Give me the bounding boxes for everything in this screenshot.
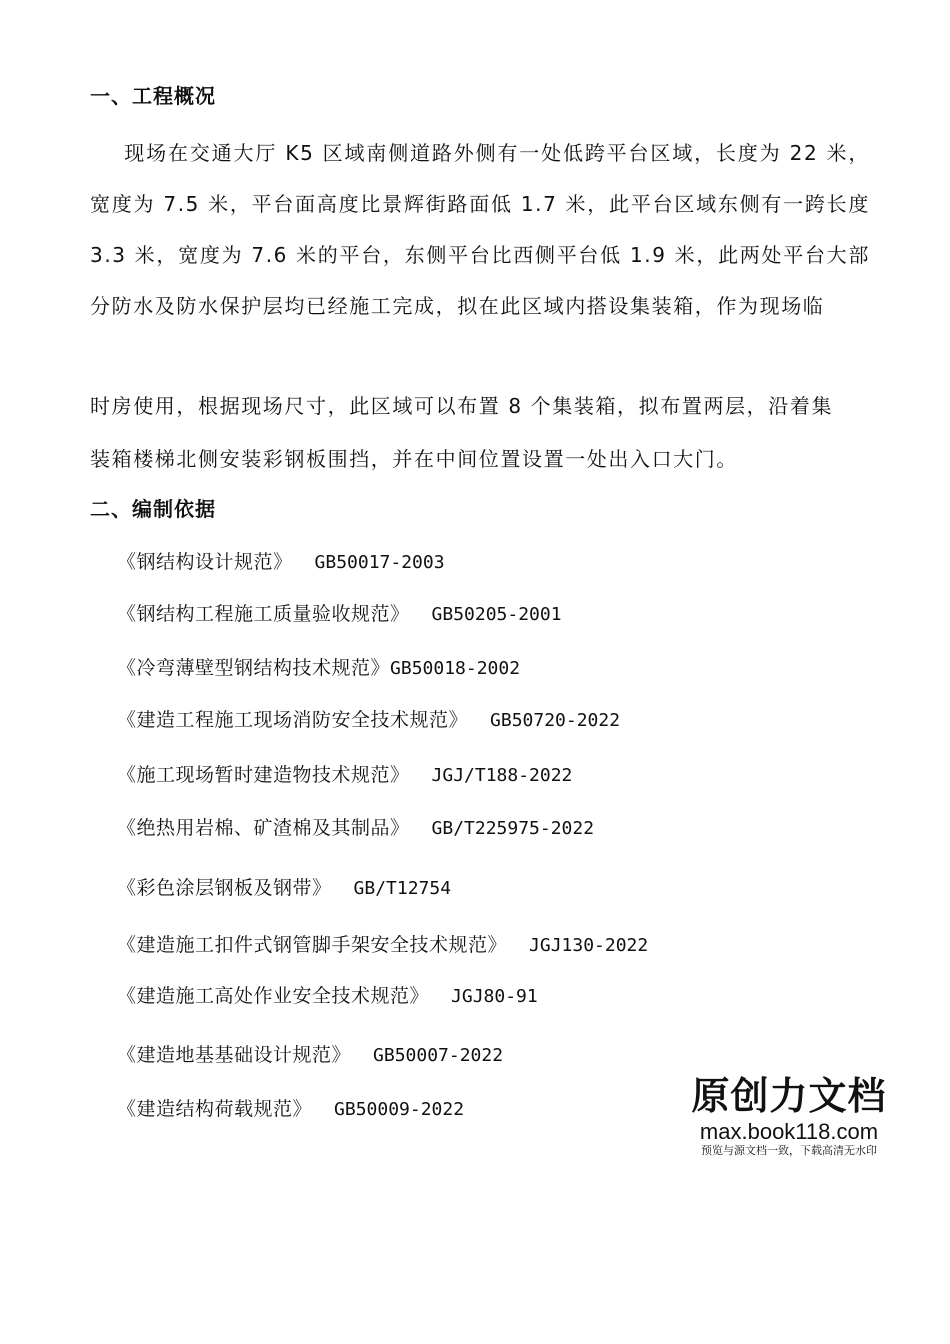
reference-item: 《建造地基基础设计规范》 GB50007-2022 [117, 1044, 504, 1066]
reference-item: 《冷弯薄壁型钢结构技术规范》GB50018-2002 [117, 657, 521, 679]
overview-line-2: 时房使用，根据现场尺寸，此区域可以布置 8 个集装箱，拟布置两层，沿着集 [90, 394, 834, 418]
watermark [680, 1072, 898, 1157]
reference-item: 《建造施工扣件式钢管脚手架安全技术规范》 JGJ130-2022 [117, 934, 649, 956]
reference-item: 《施工现场暂时建造物技术规范》 JGJ/T188-2022 [117, 764, 573, 786]
section-heading-basis: 二、编制依据 [90, 497, 216, 521]
overview-line-3: 装箱楼梯北侧安装彩钢板围挡，并在中间位置设置一处出入口大门。 [90, 447, 738, 471]
watermark-note: 预览与源文档一致，下载高清无水印 [701, 1144, 877, 1157]
watermark-title: 原创力文档 [691, 1074, 887, 1118]
reference-item: 《钢结构设计规范》 GB50017-2003 [117, 551, 445, 573]
reference-item: 《钢结构工程施工质量验收规范》 GB50205-2001 [117, 603, 562, 625]
section-heading-overview: 一、工程概况 [90, 84, 216, 108]
reference-item: 《建造工程施工现场消防安全技术规范》 GB50720-2022 [117, 709, 621, 731]
reference-item: 《建造施工高处作业安全技术规范》 JGJ80-91 [117, 985, 538, 1007]
reference-item: 《绝热用岩棉、矿渣棉及其制品》 GB/T225975-2022 [117, 817, 595, 839]
overview-paragraph [90, 128, 870, 332]
watermark-url: max.book118.com [699, 1119, 879, 1144]
reference-item: 《彩色涂层钢板及钢带》 GB/T12754 [117, 877, 452, 899]
reference-item: 《建造结构荷载规范》 GB50009-2022 [117, 1098, 465, 1120]
overview-paragraph-text: 现场在交通大厅 K5 区域南侧道路外侧有一处低跨平台区域，长度为 22 米， 宽度为 7.5 米，平台面高度比景辉街路面低 1.7 米，此平台区域东侧有一跨长度 3.3 米，宽度为 7.6 米的平台，东侧平台比西侧平台低 1.9 米，此两处平台大部 分防水及防水保护层均已经施工完成，拟在此区域内搭设集装箱，作为现场临 [90, 141, 870, 318]
